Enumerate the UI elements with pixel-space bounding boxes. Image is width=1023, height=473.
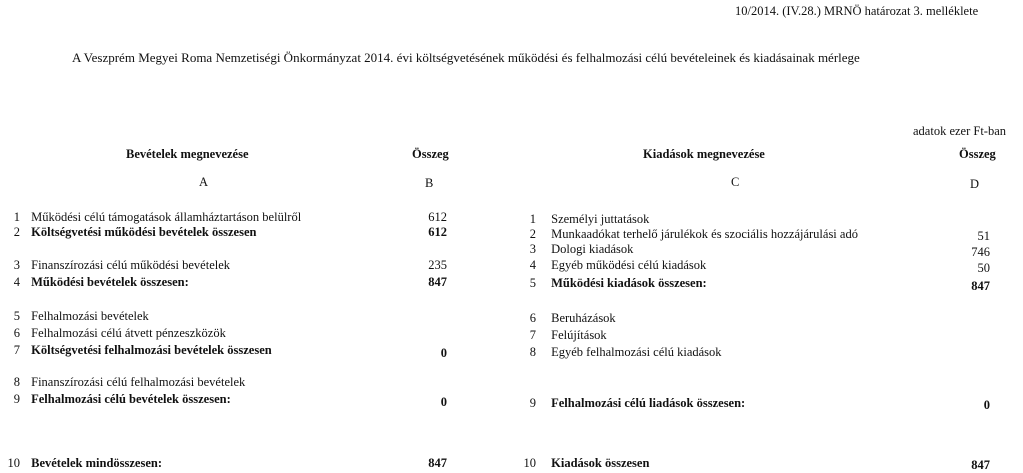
expense-value: 847: [971, 279, 990, 293]
row-number: 3: [13, 258, 20, 272]
expense-value: 0: [983, 398, 990, 412]
row-number: 9: [13, 392, 20, 406]
expense-row: [520, 396, 745, 411]
row-number: 7: [529, 328, 536, 342]
expense-row: [520, 258, 706, 273]
row-number: 6: [529, 311, 536, 325]
income-row: [4, 343, 272, 358]
expense-value: 51: [977, 229, 990, 243]
row-number: 2: [529, 227, 536, 241]
row-label: Egyéb működési célú kiadások: [551, 258, 707, 272]
row-number: 4: [529, 258, 536, 272]
income-row: [4, 392, 231, 407]
income-row: [4, 375, 245, 390]
row-number: 6: [13, 326, 20, 340]
income-value: 847: [428, 456, 447, 470]
expense-row: [520, 456, 649, 471]
column-letter-d: D: [970, 177, 980, 191]
row-number: 5: [529, 276, 536, 290]
income-value: 235: [428, 258, 447, 272]
page-title: A Veszprém Megyei Roma Nemzetiségi Önkormányzat 2014. évi költségvetésének működési és felhalmozási célú bevételeinek és kiadásainak mérlege: [72, 50, 860, 65]
row-number: 7: [13, 343, 20, 357]
row-label: Finanszírozási célú felhalmozási bevételek: [31, 375, 246, 389]
row-label: Felhalmozási bevételek: [31, 309, 149, 323]
income-row: [4, 258, 230, 273]
row-label: Felhalmozási célú bevételek összesen:: [31, 392, 231, 406]
expense-row: [520, 345, 722, 360]
income-name-header: Bevételek megnevezése: [126, 147, 249, 161]
row-number: 2: [13, 225, 20, 239]
row-number: 8: [13, 375, 20, 389]
income-row: [4, 456, 162, 471]
row-number: 4: [13, 275, 20, 289]
row-label: Működési bevételek összesen:: [31, 275, 189, 289]
row-label: Munkaadókat terhelő járulékok és szociális hozzájárulási adó: [551, 227, 858, 241]
expense-row: [520, 212, 649, 227]
row-label: Működési kiadások összesen:: [551, 276, 707, 290]
column-letter-a: A: [199, 175, 209, 189]
row-number: 10: [523, 456, 536, 470]
row-label: Felhalmozási célú átvett pénzeszközök: [31, 326, 226, 340]
expense-name-header: Kiadások megnevezése: [643, 147, 765, 161]
row-label: Felújítások: [551, 328, 607, 342]
expense-row: [520, 328, 607, 343]
income-value: 612: [428, 225, 447, 239]
income-row: [4, 275, 189, 290]
income-value: 0: [440, 395, 447, 409]
row-number: 3: [529, 242, 536, 256]
row-label: Finanszírozási célú működési bevételek: [31, 258, 231, 272]
expense-row: [520, 276, 707, 291]
row-number: 1: [13, 210, 20, 224]
income-row: [4, 225, 256, 240]
row-number: 5: [13, 309, 20, 323]
units-note: adatok ezer Ft-ban: [913, 124, 1007, 138]
row-label: Költségvetési felhalmozási bevételek összesen: [31, 343, 272, 357]
row-label: Személyi juttatások: [551, 212, 650, 226]
income-amount-header: Összeg: [412, 147, 449, 161]
income-value: 612: [428, 210, 447, 224]
income-row: [4, 326, 226, 341]
expense-row: [520, 311, 616, 326]
row-label: Kiadások összesen: [551, 456, 650, 470]
row-number: 9: [529, 396, 536, 410]
expense-row: [520, 242, 633, 257]
income-row: [4, 309, 149, 324]
row-number: 1: [529, 212, 536, 226]
row-label: Felhalmozási célú liadások összesen:: [551, 396, 746, 410]
row-number: 10: [7, 456, 20, 470]
expense-value: 746: [971, 245, 990, 259]
income-row: [4, 210, 301, 225]
row-label: Beruházások: [551, 311, 616, 325]
row-label: Egyéb felhalmozási célú kiadások: [551, 345, 722, 359]
column-letter-c: C: [731, 175, 740, 189]
resolution-reference: 10/2014. (IV.28.) MRNÖ határozat 3. melléklete: [735, 4, 979, 18]
row-label: Működési célú támogatások államháztartáson belülről: [31, 210, 302, 224]
row-label: Költségvetési működési bevételek összesen: [31, 225, 257, 239]
expense-row: [520, 227, 858, 242]
expense-amount-header: Összeg: [959, 147, 996, 161]
row-label: Bevételek mindösszesen:: [31, 456, 163, 470]
expense-value: 847: [971, 458, 990, 472]
income-value: 847: [428, 275, 447, 289]
row-label: Dologi kiadások: [551, 242, 634, 256]
income-value: 0: [440, 346, 447, 360]
row-number: 8: [529, 345, 536, 359]
expense-value: 50: [977, 261, 990, 275]
column-letter-b: B: [425, 176, 434, 190]
